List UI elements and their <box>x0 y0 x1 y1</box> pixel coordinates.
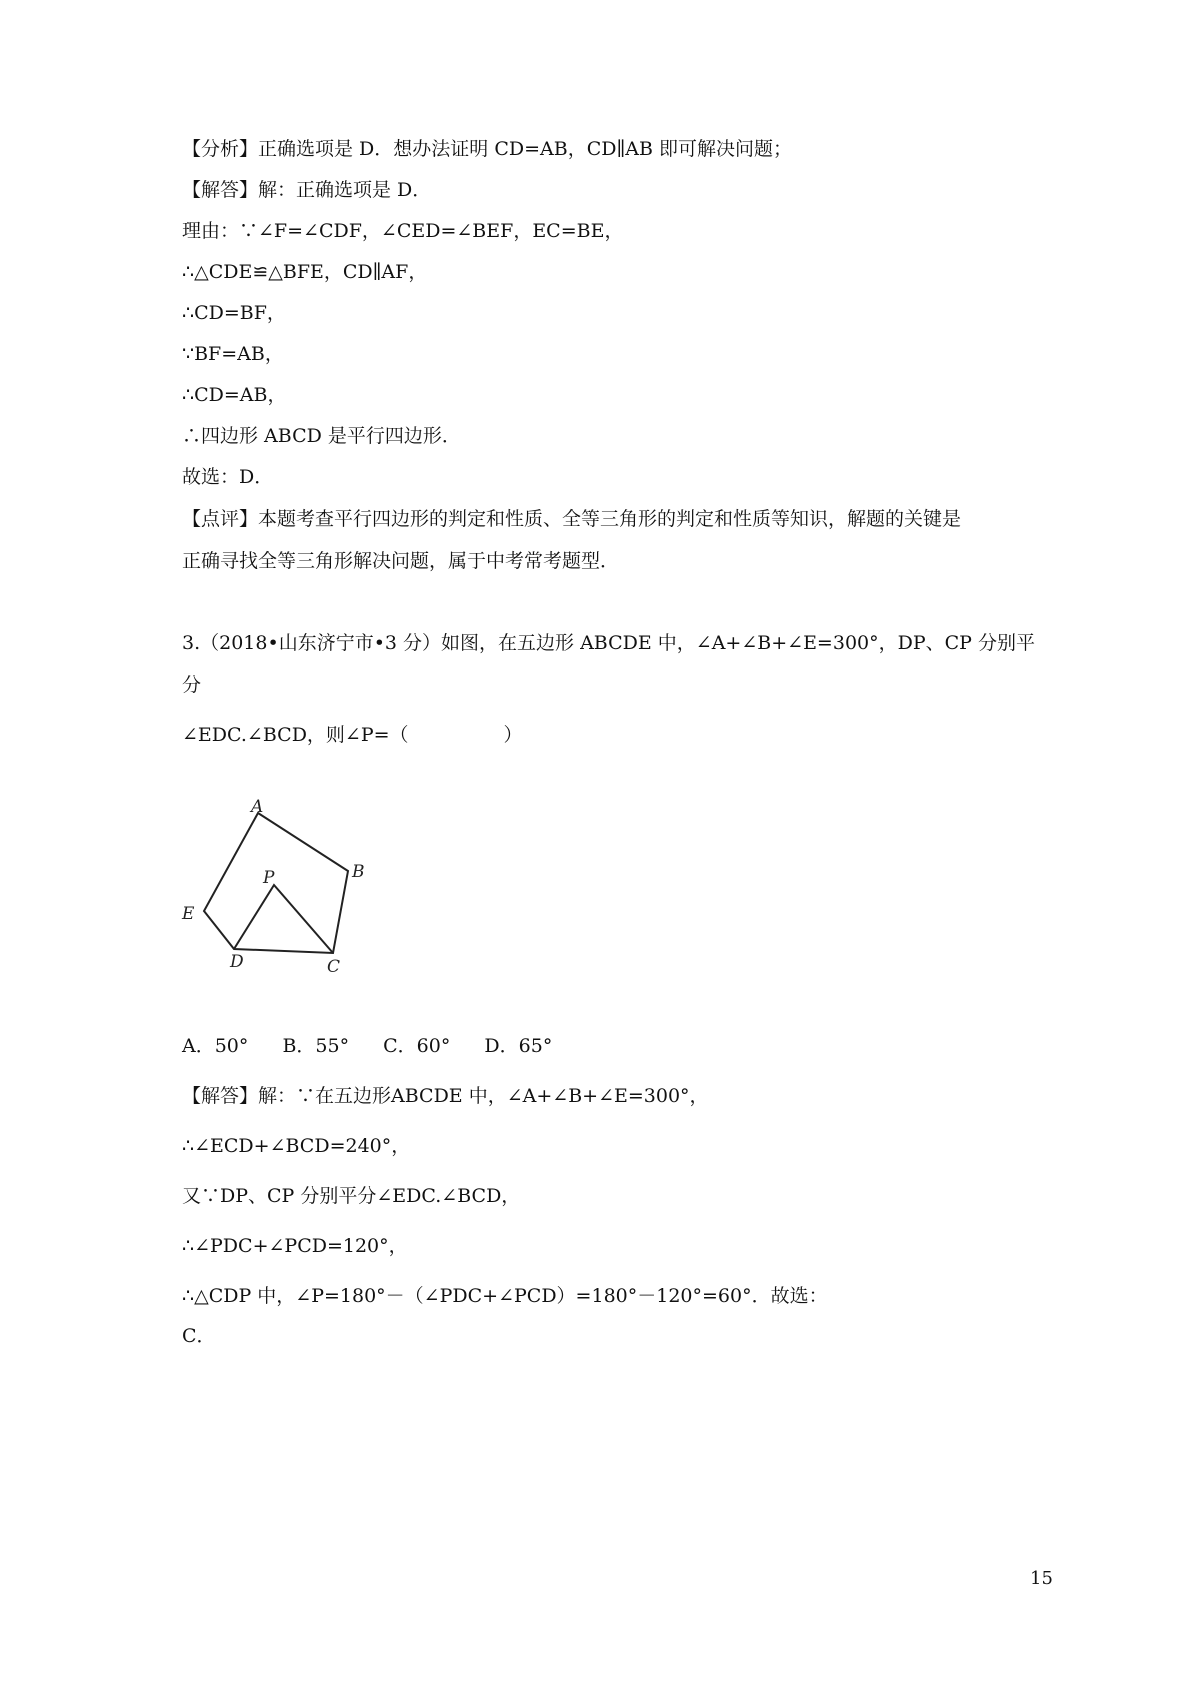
label-d: D <box>230 952 244 972</box>
triangle-pdc <box>234 885 333 953</box>
solution-line-2: ∴∠ECD+∠BCD=240°， <box>182 1135 411 1157</box>
pentagon-figure <box>178 795 378 975</box>
pentagon-abcde <box>204 813 348 953</box>
choice-line: 故选：D． <box>182 466 274 488</box>
reason-line-4: ∵BF=AB， <box>182 343 284 365</box>
answer-options <box>182 1033 580 1059</box>
question-line-2: 分 <box>182 674 202 696</box>
reason-line-3: ∴CD=BF， <box>182 302 286 324</box>
option-b: B．55° <box>282 1035 350 1057</box>
solution-line-1: 【解答】解：∵在五边形ABCDE 中，∠A+∠B+∠E=300°， <box>182 1085 709 1107</box>
label-a: A <box>251 797 264 817</box>
option-d: D．65° <box>484 1035 553 1057</box>
solution-line-3: 又∵DP、CP 分别平分∠EDC.∠BCD， <box>182 1185 521 1207</box>
reason-line-5: ∴CD=AB， <box>182 384 287 406</box>
option-a: A．50° <box>182 1035 249 1057</box>
answer-line: 【解答】解：正确选项是 D． <box>182 179 432 201</box>
option-c: C．60° <box>383 1035 451 1057</box>
solution-line-4: ∴∠PDC+∠PCD=120°， <box>182 1235 408 1257</box>
reason-line-6: ∴四边形 ABCD 是平行四边形． <box>182 425 461 447</box>
label-b: B <box>352 862 365 882</box>
page-number: 15 <box>1030 1568 1053 1589</box>
question-line-3: ∠EDC.∠BCD，则∠P=（ ） <box>182 724 523 746</box>
label-c: C <box>327 957 341 975</box>
label-e: E <box>182 904 195 924</box>
analysis-line: 【分析】正确选项是 D．想办法证明 CD=AB，CD∥AB 即可解决问题； <box>182 138 792 160</box>
reason-line-2: ∴△CDE≌△BFE，CD∥AF， <box>182 261 428 283</box>
label-p: P <box>263 868 275 888</box>
comment-line-1: 【点评】本题考查平行四边形的判定和性质、全等三角形的判定和性质等知识，解题的关键是 <box>182 508 962 530</box>
reason-line-1: 理由：∵∠F=∠CDF，∠CED=∠BEF，EC=BE， <box>182 220 624 242</box>
comment-line-2: 正确寻找全等三角形解决问题，属于中考常考题型． <box>182 550 620 572</box>
solution-line-6: C． <box>182 1325 216 1347</box>
solution-line-5: ∴△CDP 中，∠P=180°－（∠PDC+∠PCD）=180°－120°=60°．故选： <box>182 1285 828 1307</box>
question-line-1: 3.（2018•山东济宁市•3 分）如图，在五边形 ABCDE 中，∠A+∠B+∠E=300°，DP、CP 分别平 <box>182 632 1035 654</box>
